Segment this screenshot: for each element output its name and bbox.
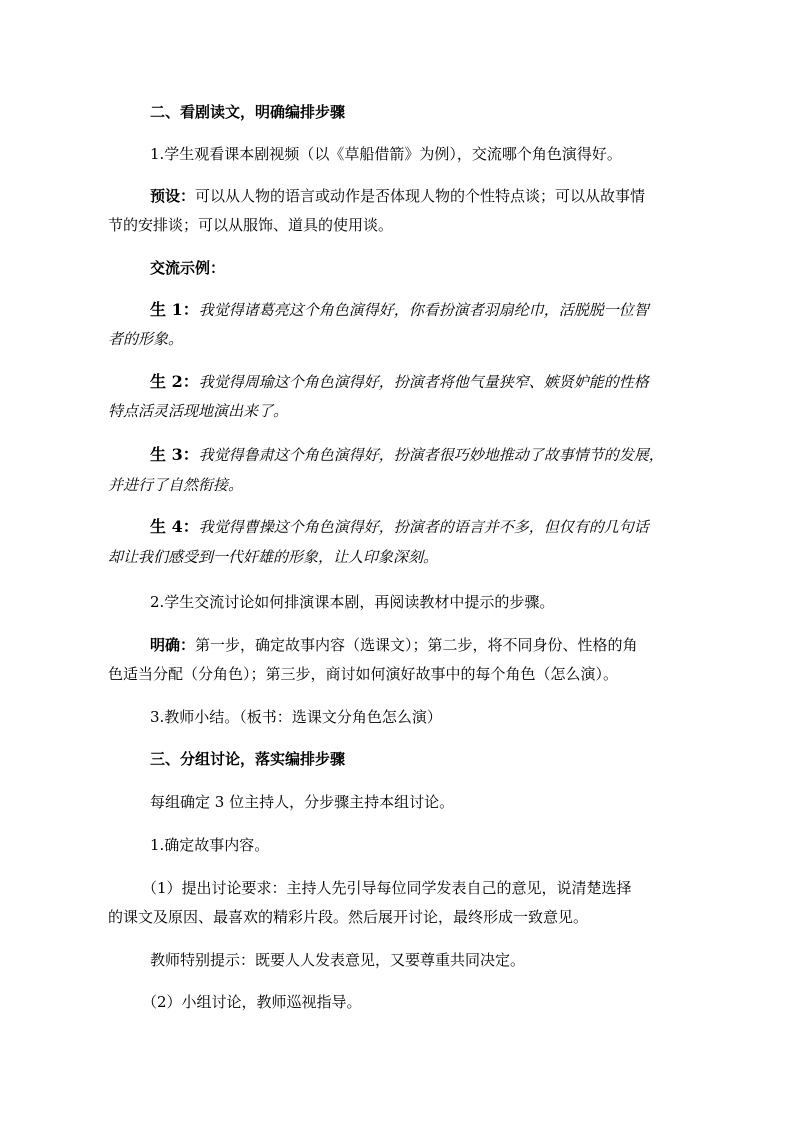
student-2-line-2: 特点活灵活现地演出来了。 bbox=[108, 402, 289, 420]
student-2-label: 生 2： bbox=[150, 372, 199, 391]
clear-text: 第一步，确定故事内容（选课文）；第二步，将不同身份、性格的角 bbox=[195, 636, 638, 654]
student-4-label: 生 4： bbox=[150, 517, 199, 536]
student-1-label: 生 1： bbox=[150, 300, 199, 319]
section-3-step-1: 1.确定故事内容。 bbox=[150, 836, 270, 854]
student-3-line-2: 并进行了自然衔接。 bbox=[108, 476, 244, 494]
student-3-line-1 bbox=[108, 444, 730, 466]
step-1-text: 1.学生观看课本剧视频（以《草船借箭》为例），交流哪个角色演得好。 bbox=[150, 145, 622, 163]
clear-label: 明确： bbox=[150, 636, 196, 654]
section-2-heading: 二、看剧读文，明确编排步骤 bbox=[150, 103, 346, 121]
student-1-line-1 bbox=[108, 299, 730, 321]
preset-text: 可以从人物的语言或动作是否体现人物的个性特点谈；可以从故事情 bbox=[195, 187, 646, 205]
student-3-label: 生 3： bbox=[150, 445, 199, 464]
student-2-text: 我觉得周瑜这个角色演得好，扮演者将他气量狭窄、嫉贤妒能的性格 bbox=[198, 373, 649, 391]
step-3-text: 3.教师小结。（板书：选课文分角色怎么演） bbox=[150, 708, 442, 726]
student-4-line-2: 却让我们感受到一代奸雄的形象，让人印象深刻。 bbox=[108, 548, 439, 566]
step-2-text: 2.学生交流讨论如何排演课本剧，再阅读教材中提示的步骤。 bbox=[150, 593, 555, 611]
examples-label: 交流示例： bbox=[150, 259, 226, 277]
sub-item-1-line-1: （1）提出讨论要求：主持人先引导每位同学发表自己的意见，说清楚选择 bbox=[142, 879, 632, 897]
student-4-line-1 bbox=[108, 516, 730, 538]
clear-paragraph-line-1 bbox=[108, 634, 730, 656]
student-4-text: 我觉得曹操这个角色演得好，扮演者的语言并不多，但仅有的几句话 bbox=[198, 518, 649, 536]
clear-paragraph-line-2: 色适当分配（分角色）；第三步，商讨如何演好故事中的每个角色（怎么演）。 bbox=[108, 665, 619, 683]
preset-label: 预设： bbox=[150, 187, 196, 205]
section-3-intro: 每组确定 3 位主持人，分步骤主持本组讨论。 bbox=[150, 793, 455, 811]
sub-item-2: （2）小组讨论，教师巡视指导。 bbox=[142, 993, 362, 1011]
section-3-heading: 三、分组讨论，落实编排步骤 bbox=[150, 750, 346, 768]
teacher-tip: 教师特别提示：既要人人发表意见，又要尊重共同决定。 bbox=[150, 951, 526, 969]
preset-paragraph-line-2: 节的安排谈；可以从服饰、道具的使用谈。 bbox=[108, 216, 394, 234]
preset-paragraph-line-1 bbox=[108, 185, 730, 207]
student-2-line-1 bbox=[108, 371, 730, 393]
sub-item-1-line-2: 的课文及原因、最喜欢的精彩片段。然后展开讨论，最终形成一致意见。 bbox=[108, 908, 589, 926]
student-1-text: 我觉得诸葛亮这个角色演得好，你看扮演者羽扇纶巾，活脱脱一位智 bbox=[198, 301, 649, 319]
student-1-line-2: 者的形象。 bbox=[108, 330, 184, 348]
student-3-text: 我觉得鲁肃这个角色演得好，扮演者很巧妙地推动了故事情节的发展， bbox=[198, 446, 664, 464]
